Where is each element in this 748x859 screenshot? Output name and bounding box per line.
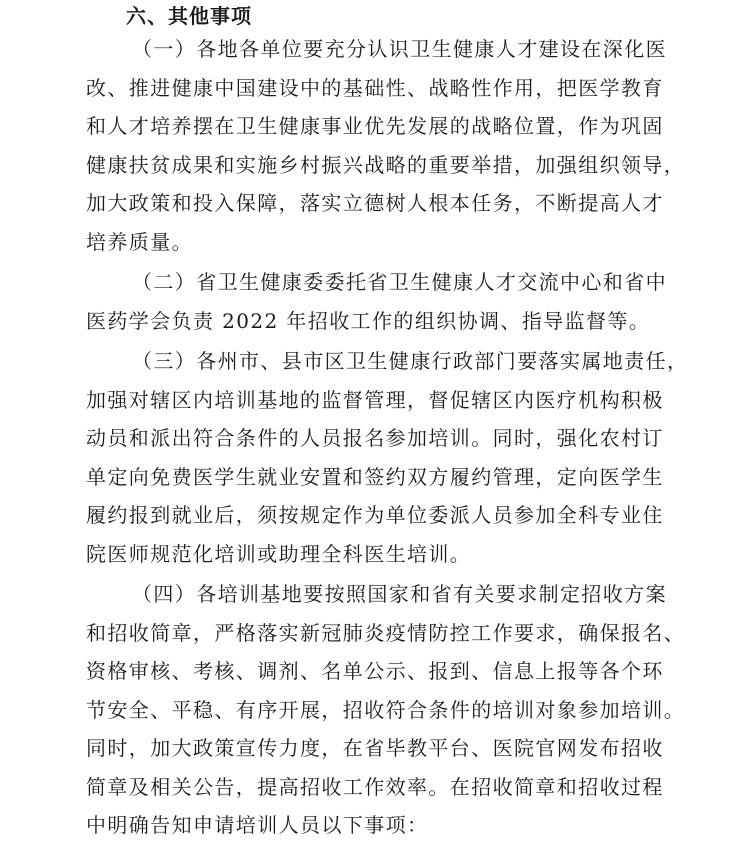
paragraph-line: 履约报到就业后，须按规定作为单位委派人员参加全科专业住 bbox=[86, 503, 664, 527]
paragraph-line: 医药学会负责 2022 年招收工作的组织协调、指导监督等。 bbox=[86, 308, 651, 333]
paragraph-line: 改、推进健康中国建设中的基础性、战略性作用，把医学教育 bbox=[86, 75, 664, 100]
paragraph-line: 培养质量。 bbox=[86, 229, 193, 254]
paragraph-line: 简章及相关公告，提高招收工作效率。在招收简章和招收过程 bbox=[86, 774, 664, 799]
paragraph-line: 健康扶贫成果和实施乡村振兴战略的重要举措，加强组织领导， bbox=[86, 152, 686, 177]
paragraph-line: 和招收简章，严格落实新冠肺炎疫情防控工作要求，确保报名、 bbox=[86, 620, 686, 645]
paragraph-4 bbox=[86, 575, 686, 845]
paragraph-2 bbox=[86, 263, 686, 340]
paragraph-line: 和人才培养摆在卫生健康事业优先发展的战略位置，作为巩固 bbox=[86, 114, 664, 138]
paragraph-line: 中明确告知申请培训人员以下事项： bbox=[86, 813, 429, 837]
paragraph-line: 动员和派出符合条件的人员报名参加培训。同时，强化农村订 bbox=[86, 426, 664, 450]
paragraph-line: （四）各培训基地要按照国家和省有关要求制定招收方案 bbox=[132, 582, 667, 606]
paragraph-line: 单定向免费医学生就业安置和签约双方履约管理，定向医学生 bbox=[86, 464, 664, 489]
paragraph-3 bbox=[86, 342, 689, 573]
paragraph-line: 加强对辖区内培训基地的监督管理，督促辖区内医疗机构积极 bbox=[86, 387, 664, 412]
paragraph-line: 节安全、平稳、有序开展，招收符合条件的培训对象参加培训。 bbox=[86, 697, 686, 722]
paragraph-line: （二）省卫生健康委委托省卫生健康人才交流中心和省中 bbox=[132, 270, 667, 294]
section-heading: 六、其他事项 bbox=[126, 4, 252, 28]
paragraph-line: 资格审核、考核、调剂、名单公示、报到、信息上报等各个环 bbox=[86, 659, 664, 683]
paragraph-line: （三）各州市、县市区卫生健康行政部门要落实属地责任， bbox=[132, 349, 689, 373]
paragraph-1 bbox=[86, 30, 686, 261]
paragraph-line: 院医师规范化培训或助理全科医生培训。 bbox=[86, 541, 472, 566]
paragraph-line: 加大政策和投入保障，落实立德树人根本任务，不断提高人才 bbox=[86, 191, 664, 215]
paragraph-line: 同时，加大政策宣传力度，在省毕教平台、医院官网发布招收 bbox=[86, 736, 664, 760]
paragraph-line: （一）各地各单位要充分认识卫生健康人才建设在深化医 bbox=[132, 37, 667, 61]
